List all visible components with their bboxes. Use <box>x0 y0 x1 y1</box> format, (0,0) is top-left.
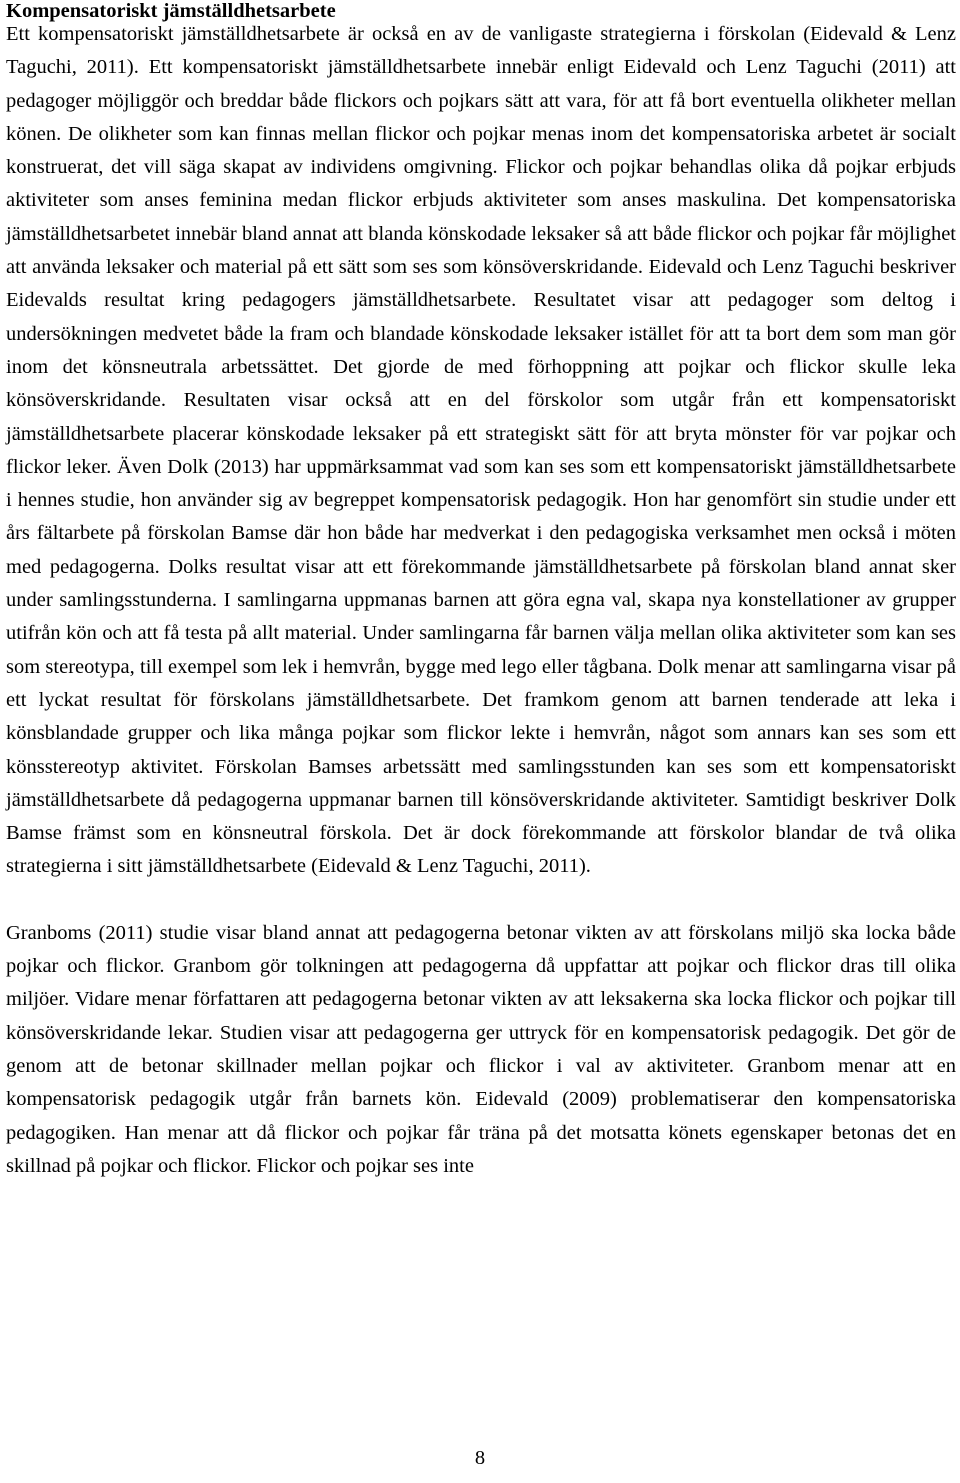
body-paragraph-1: Ett kompensatoriskt jämställdhetsarbete är också en av de vanligaste strategierna i förskolan (Eidevald & Lenz Taguchi, 2011). Ett kompensatoriskt jämställdhetsarbete innebär enligt Eidevald och Lenz Taguchi (2011) att pedagoger möjliggör och breddar både flickors och pojkars sätt att vara, för att få bort eventuella olikheter mellan könen. De olikheter som kan finnas mellan flickor och pojkar menas inom det kompensatoriska arbetet är socialt konstruerat, det vill säga skapat av individens omgivning. Flickor och pojkar behandlas olika då pojkar erbjuds aktiviteter som anses feminina medan flickor erbjuds aktiviteter som anses maskulina. Det kompensatoriska jämställdhetsarbetet innebär bland annat att blanda könskodade leksaker så att både flickor och pojkar får möjlighet att använda leksaker och material på ett sätt som ses som könsöverskridande. Eidevald och Lenz Taguchi beskriver Eidevalds resultat kring pedagogers jämställdhetsarbete. Resultatet visar att pedagoger som deltog i undersökningen medvetet både la fram och blandade könskodade leksaker istället för att ta bort dem som man gör inom det könsneutrala arbetssättet. Det gjorde de med förhoppning att pojkar och flickor skulle leka könsöverskridande. Resultaten visar också att en del förskolor som utgår från ett kompensatoriskt jämställdhetsarbete placerar könskodade leksaker på ett strategiskt sätt för att bryta mönster för var pojkar och flickor leker. Även Dolk (2013) har uppmärksammat vad som kan ses som ett kompensatoriskt jämställdhetsarbete i hennes studie, hon använder sig av begreppet kompensatorisk pedagogik. Hon har genomfört sin studie under ett års fältarbete på förskolan Bamse där hon både har medverkat i den pedagogiska verksamhet men också i möten med pedagogerna. Dolks resultat visar att ett förekommande jämställdhetsarbete på förskolan bland annat sker under samlingsstunderna. I samlingarna uppmanas barnen att göra egna val, skapa nya konstellationer av grupper utifrån kön och att få testa på allt material. Under samlingarna får barnen välja mellan olika aktiviteter som kan ses som stereotypa, till exempel som lek i hemvrån, bygge med lego eller tågbana. Dolk menar att samlingarna visar på ett lyckat resultat för förskolans jämställdhetsarbete. Det framkom genom att barnen tenderade att leka i könsblandade grupper och lika många pojkar som flickor lekte i hemvrån, något som annars kan ses som ett könsstereotyp aktivitet. Förskolan Bamses arbetssätt med samlingsstunden kan ses som ett kompensatoriskt jämställdhetsarbete då pedagogerna uppmanar barnen till könsöverskridande aktiviteter. Samtidigt beskriver Dolk Bamse främst som en könsneutral förskola. Det är dock förekommande att förskolor blandar de två olika strategierna i sitt jämställdhetsarbete (Eidevald & Lenz Taguchi, 2011). <box>6 23 956 878</box>
section-heading: Kompensatoriskt jämställdhetsarbete <box>6 0 336 22</box>
document-page <box>6 0 956 1183</box>
body-paragraph-2: Granboms (2011) studie visar bland annat att pedagogerna betonar vikten av att förskolans miljö ska locka både pojkar och flickor. Granbom gör tolkningen att pedagogerna då uppfattar att pojkar och flickor dras till olika miljöer. Vidare menar författaren att pedagogerna betonar vikten av att leksakerna ska locka flickor och pojkar till könsöverskridande lekar. Studien visar att pedagogerna ger uttryck för en kompensatorisk pedagogik. Det gör de genom att de betonar skillnader mellan pojkar och flickor i val av aktiviteter. Granbom menar att en kompensatorisk pedagogik utgår från barnets kön. Eidevald (2009) problematiserar den kompensatoriska pedagogiken. Han menar att då flickor och pojkar får träna på det motsatta könets egenskaper betonas det en skillnad på pojkar och flickor. Flickor och pojkar ses inte <box>6 921 956 1177</box>
page-number: 8 <box>474 1447 486 1469</box>
